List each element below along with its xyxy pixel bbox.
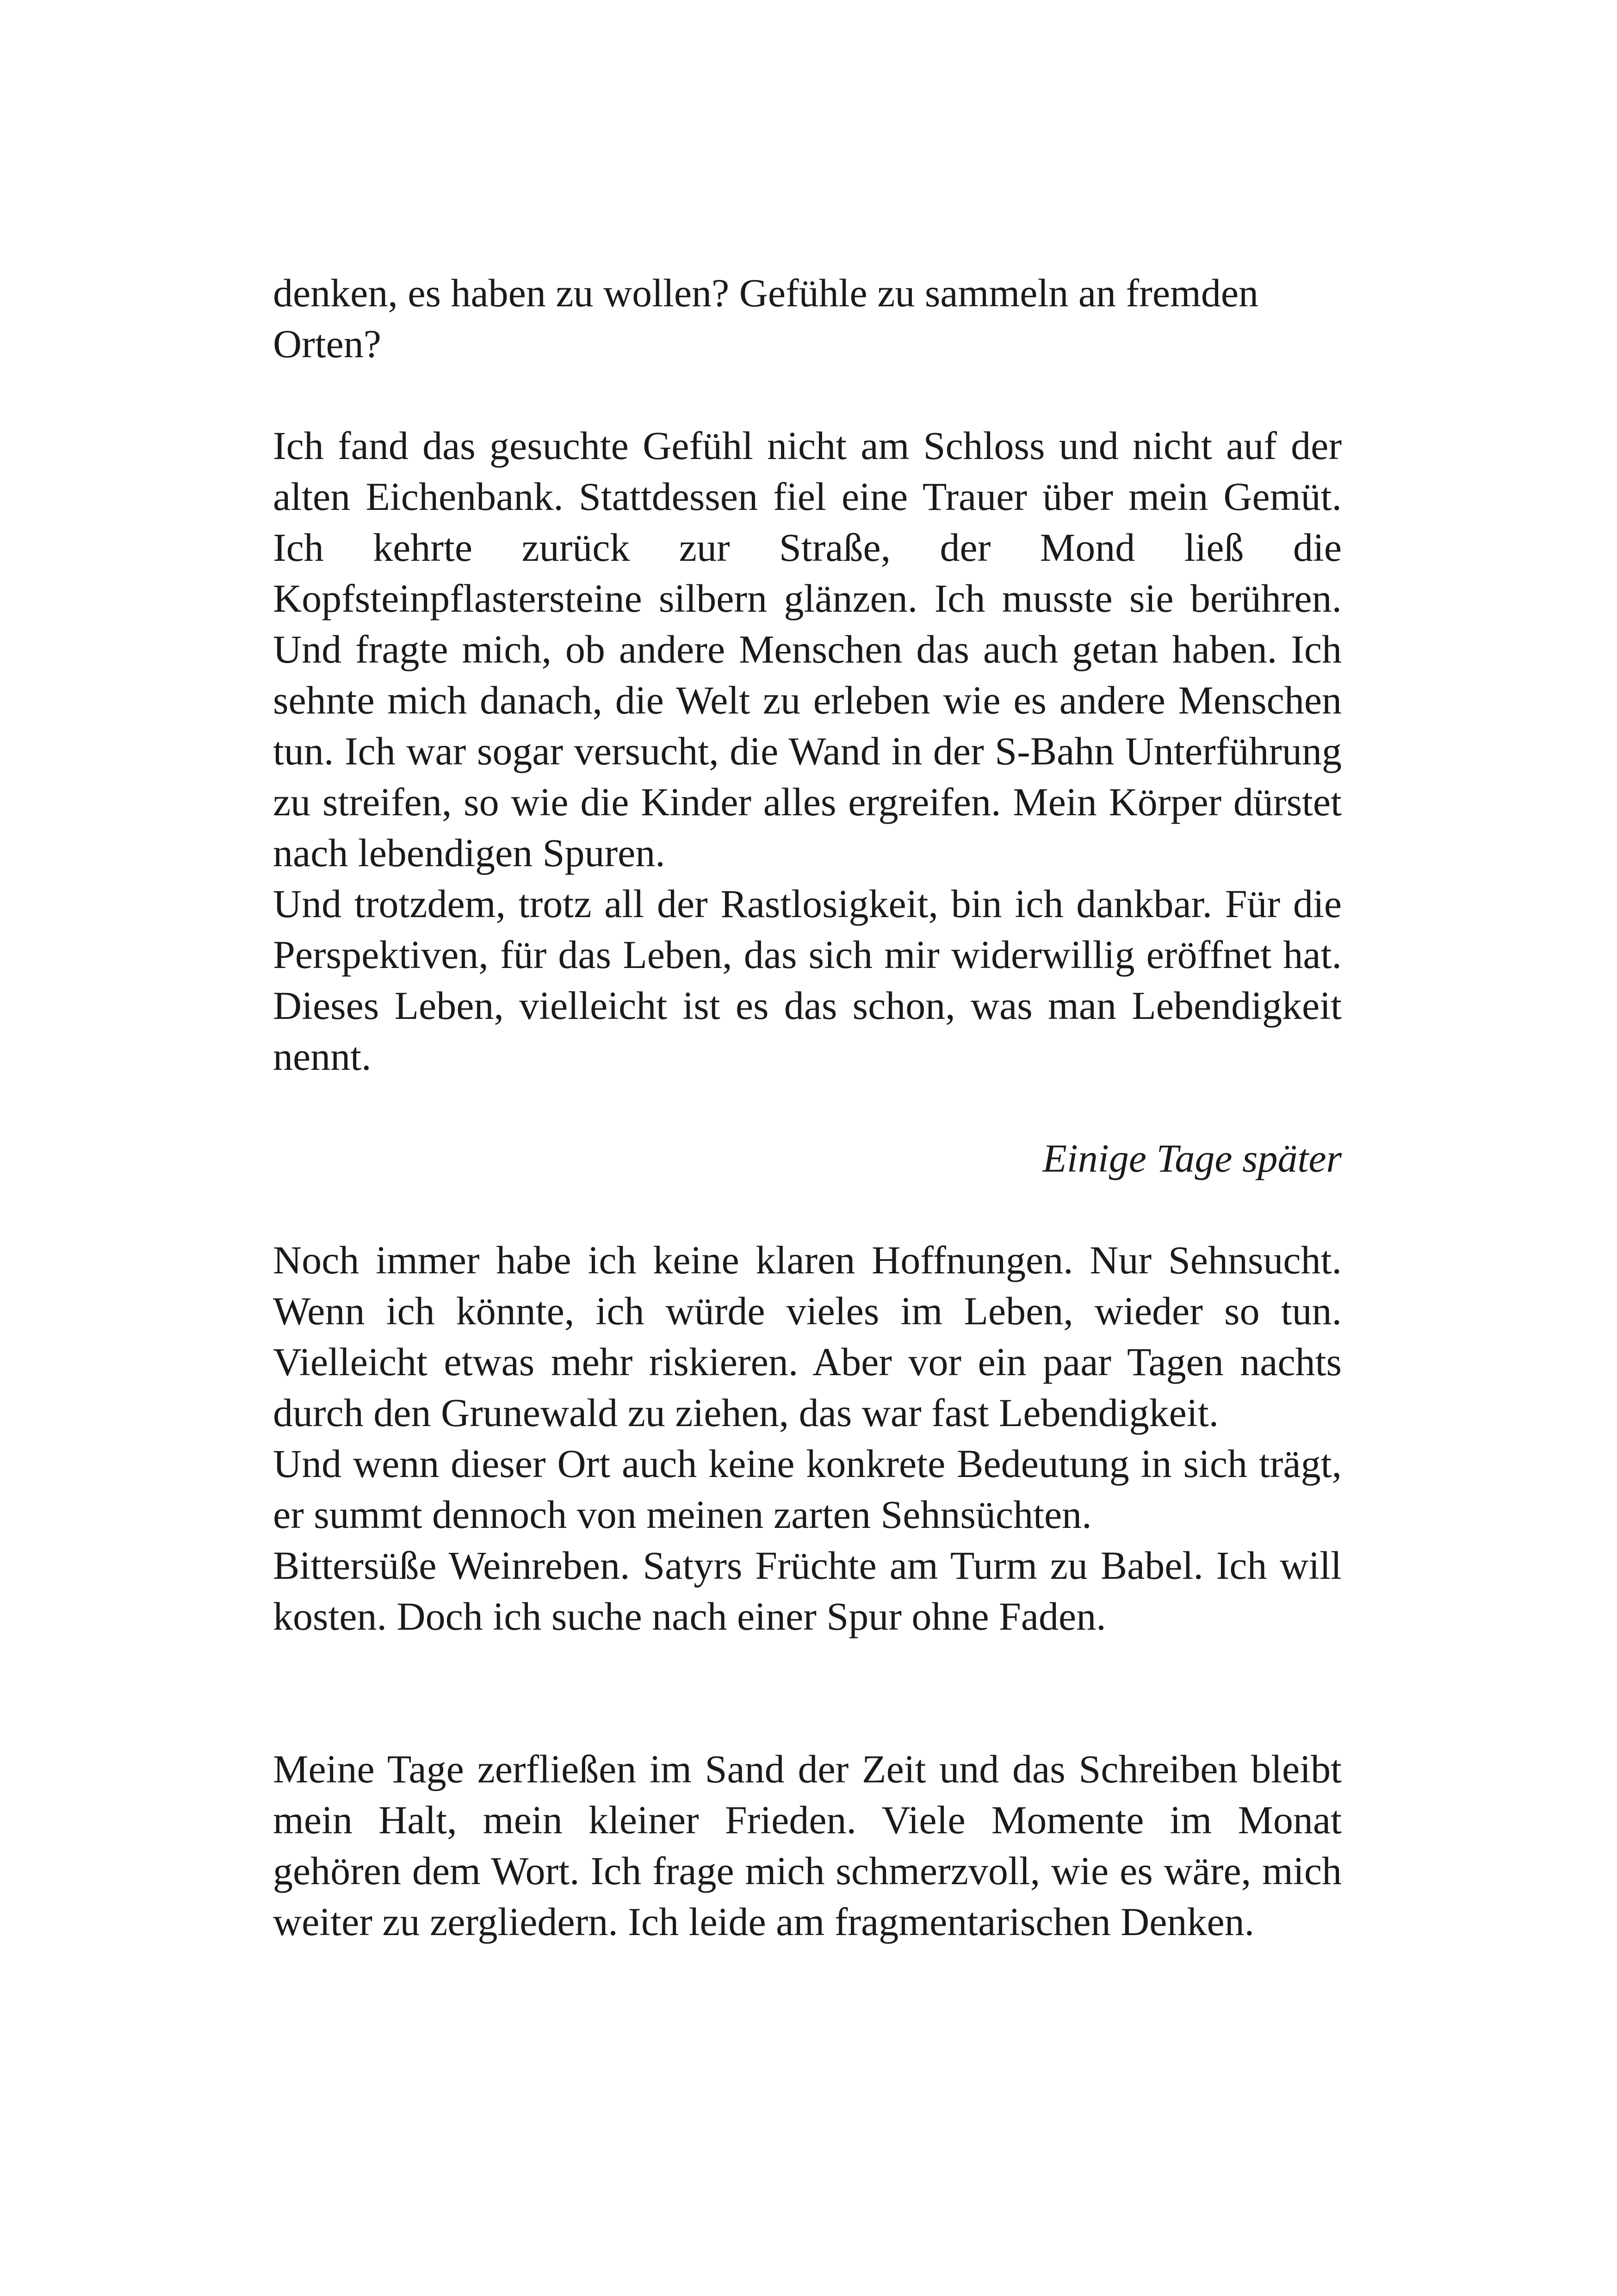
entry-2	[273, 1235, 1342, 1642]
entry-2-paragraph-2: Und wenn dieser Ort auch keine konkrete Bedeutung in sich trägt, er summt dennoch von meinen zarten Sehnsüchten.	[273, 1441, 1342, 1537]
entry-2-continued	[273, 1744, 1342, 1947]
continuation-paragraph: denken, es haben zu wollen? Gefühle zu sammeln an fremden Orten?	[273, 271, 1259, 366]
entry-1-paragraph-2: Und trotzdem, trotz all der Rastlosigkeit, bin ich dankbar. Für die Perspektiven, für das Leben, das sich mir widerwillig eröffnet hat. Dieses Leben, vielleicht ist es das schon, was man Lebendigkeit nennt.	[273, 881, 1342, 1079]
entry-1	[273, 420, 1342, 1082]
entry-2-paragraph-3: Bittersüße Weinreben. Satyrs Früchte am Turm zu Babel. Ich will kosten. Doch ich suche nach einer Spur ohne Faden.	[273, 1543, 1342, 1638]
entry-2-heading-block	[273, 1133, 1342, 1184]
entry-2-paragraph-4: Meine Tage zerfließen im Sand der Zeit und das Schreiben bleibt mein Halt, mein kleiner Frieden. Viele Momente im Monat gehören dem Wort. Ich frage mich schmerzvoll, wie es wäre, mich weiter zu zergliedern. Ich leide am fragmentarischen Denken.	[273, 1747, 1342, 1944]
entry-2-date-heading: Einige Tage später	[1042, 1136, 1342, 1180]
entry-2-paragraph-1: Noch immer habe ich keine klaren Hoffnungen. Nur Sehnsucht. Wenn ich könnte, ich würde vieles im Leben, wieder so tun. Vielleicht etwas mehr riskieren. Aber vor ein paar Tagen nachts durch den Grunewald zu ziehen, das war fast Lebendigkeit.	[273, 1238, 1342, 1435]
continuation-block	[273, 267, 1342, 369]
entry-1-paragraph-1: Ich fand das gesuchte Gefühl nicht am Schloss und nicht auf der alten Eichenbank. Stattdessen fiel eine Trauer über mein Gemüt. Ich kehrte zurück zur Straße, der Mond ließ die Kopfsteinpflastersteine silbern glänzen. Ich musste sie berühren. Und fragte mich, ob andere Menschen das auch getan haben. Ich sehnte mich danach, die Welt zu erleben wie es andere Menschen tun. Ich war sogar versucht, die Wand in der S-Bahn Unterführung zu streifen, so wie die Kinder alles ergreifen. Mein Körper dürstet nach lebendigen Spuren.	[273, 423, 1342, 875]
